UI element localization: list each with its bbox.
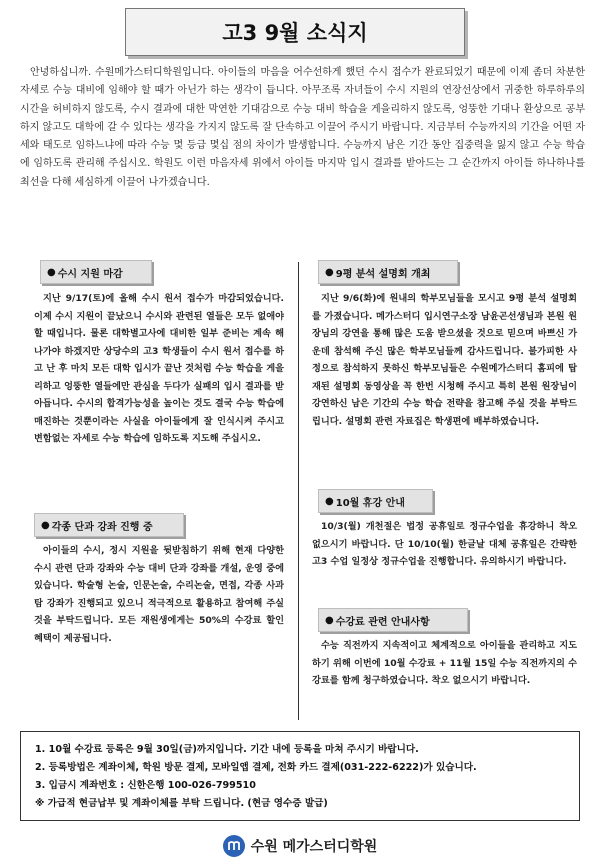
section-header-tuition-notice bbox=[318, 608, 468, 632]
megastudy-logo-icon bbox=[223, 835, 245, 857]
bullet-icon: ● bbox=[41, 519, 50, 531]
bullet-icon: ● bbox=[325, 266, 334, 278]
footer bbox=[0, 830, 600, 862]
section-text: 지난 9/17(토)에 올해 수시 원서 접수가 마감되었습니다. 이제 수시 지원이 끝났으니 수시와 관련된 열들은 모두 없애야 할 때입니다. 물론 대학별고사에 대비한 일부 준비는 계속 해 나가야 하겠지만 상당수의 고3 학생들이 수시 원서 접수를 하고 난 후 마치 모든 대학 입시가 끝난 것처럼 수능 학습을 게을리하고 엉뚱한 열들에만 관심을 두다가 실패의 입시 결과를 받아듭니다. 수시의 합격가능성을 높이는 것도 결국 수능 학습에 매진하는 것뿐이라는 사실을 아이들에게 잘 인식시켜 주시고 변함없는 자세로 수능 학습에 임하도록 지도해 주십시오. bbox=[34, 293, 284, 444]
section-body-early-admission-deadline bbox=[34, 290, 284, 448]
section-header-mock-exam-briefing bbox=[318, 260, 458, 284]
section-body-tuition-notice bbox=[312, 637, 577, 690]
section-text: 10/3(월) 개천절은 법정 공휴일로 정규수업을 휴강하니 착오 없으시기 바랍니다. 단 10/10(월) 한글날 대체 공휴일은 간략한 고3 수업 일정상 정규수업을 진행합니다. 유의하시기 바랍니다. bbox=[312, 521, 577, 567]
bullet-icon: ● bbox=[325, 614, 334, 626]
registration-notice-box bbox=[20, 731, 580, 821]
section-header-early-admission-deadline bbox=[40, 260, 152, 284]
intro-text: 안녕하십니까. 수원메가스터디학원입니다. 아이들의 마음을 어수선하게 했던 수시 접수가 완료되었기 때문에 이제 좀더 차분한 자세로 수능 대비에 임해야 할 때가 아닌가 하는 생각이 듭니다. 아무조록 자녀들이 수시 지원의 연장선상에서 귀중한 하루하루의 시간을 허비하지 않도록, 수시 결과에 대한 막연한 기대감으로 수능 대비 학습을 게을리하지 않도록, 엉뚱한 기대나 환상으로 공부하지 않고도 대학에 갈 수 있다는 생각을 가지지 않도록 잘 단속하고 이끌어 주시기 바랍니다. 지금부터 수능까지의 기간을 어떤 자세와 태도로 임하느냐에 따라 수능 몇 등급 몇십 점의 차이가 발생합니다. 수능까지 남은 기간 동안 집중력을 잃지 않고 수능 학습에 임하도록 관리해 주십시오. 학원도 이런 마음자세 위에서 아이들 마지막 입시 결과를 받아드는 그 순간까지 아이들 하나하나를 최선을 다해 세심하게 이끌어 나가겠습니다. bbox=[20, 67, 585, 188]
bullet-icon: ● bbox=[325, 495, 334, 507]
section-body-lecture-courses bbox=[34, 542, 284, 647]
section-title: 수강료 관련 안내사항 bbox=[335, 616, 430, 628]
section-header-october-closure bbox=[318, 489, 433, 513]
notice-line-2: 2. 등록방법은 계좌이체, 학원 방문 결제, 모바일앱 결제, 전화 카드 결제(031-222-6222)가 있습니다. bbox=[35, 762, 477, 773]
column-divider bbox=[298, 262, 299, 720]
newsletter-title-box bbox=[125, 8, 465, 56]
notice-line-3: 3. 입금시 계좌번호 : 신한은행 100-026-799510 bbox=[35, 780, 256, 791]
section-title: 수시 지원 마감 bbox=[57, 268, 123, 280]
section-text: 아이들의 수시, 정시 지원을 뒷받침하기 위해 현재 다양한 수시 관련 단과 강좌와 수능 대비 단과 강좌를 개설, 운영 중에 있습니다. 학술형 논술, 인문논술, 수리논술, 면접, 각종 사과탐 강좌가 진행되고 있으니 적극적으로 활용하고 참여해 주실 것을 부탁드립니다. 모든 재원생에게는 50%의 수강료 할인 혜택이 제공됩니다. bbox=[34, 545, 284, 644]
section-title: 각종 단과 강좌 진행 중 bbox=[51, 521, 153, 533]
notice-line-1: 1. 10월 수강료 등록은 9월 30일(금)까지입니다. 기간 내에 등록을 마쳐 주시기 바랍니다. bbox=[35, 744, 419, 755]
bullet-icon: ● bbox=[47, 266, 56, 278]
academy-name: 수원 메가스터디학원 bbox=[250, 839, 378, 855]
section-text: 지난 9/6(화)에 원내의 학부모님들을 모시고 9평 분석 설명회를 가졌습니다. 메가스터디 입시연구소장 남윤곤선생님과 본원 원장님의 강연을 통해 많은 도움 받으셨을 것으로 믿으며 바쁘신 가운데 참석해 주신 많은 학부모님들께 감사드립니다. 불가피한 사정으로 참석하지 못하신 학부모님들은 수원메가스터디 홈피에 탑재된 설명회 동영상을 꼭 한번 시청해 주시고 특히 본원 원장님이 강연하신 남은 기간의 수능 학습 전략을 참고해 주실 것을 부탁드립니다. 설명회 관련 자료집은 학생편에 배부하였습니다. bbox=[312, 293, 577, 427]
intro-paragraph bbox=[20, 64, 585, 192]
section-header-lecture-courses bbox=[34, 513, 184, 537]
notice-line-4: ※ 가급적 현금납부 및 계좌이체를 부탁 드립니다. (현금 영수증 발급) bbox=[35, 798, 328, 809]
section-title: 10월 휴강 안내 bbox=[335, 497, 405, 509]
section-text: 수능 직전까지 지속적이고 체계적으로 아이들을 관리하고 지도하기 위해 이번에 10월 수강료 + 11월 15일 수능 직전까지의 수강료를 함께 청구하였습니다. 착오 없으시기 바랍니다. bbox=[312, 640, 577, 686]
section-body-october-closure bbox=[312, 518, 577, 571]
logo-mark-icon bbox=[227, 839, 241, 853]
page-title: 고3 9월 소식지 bbox=[222, 21, 368, 45]
section-title: 9평 분석 설명회 개최 bbox=[335, 268, 431, 280]
section-body-mock-exam-briefing bbox=[312, 290, 577, 430]
